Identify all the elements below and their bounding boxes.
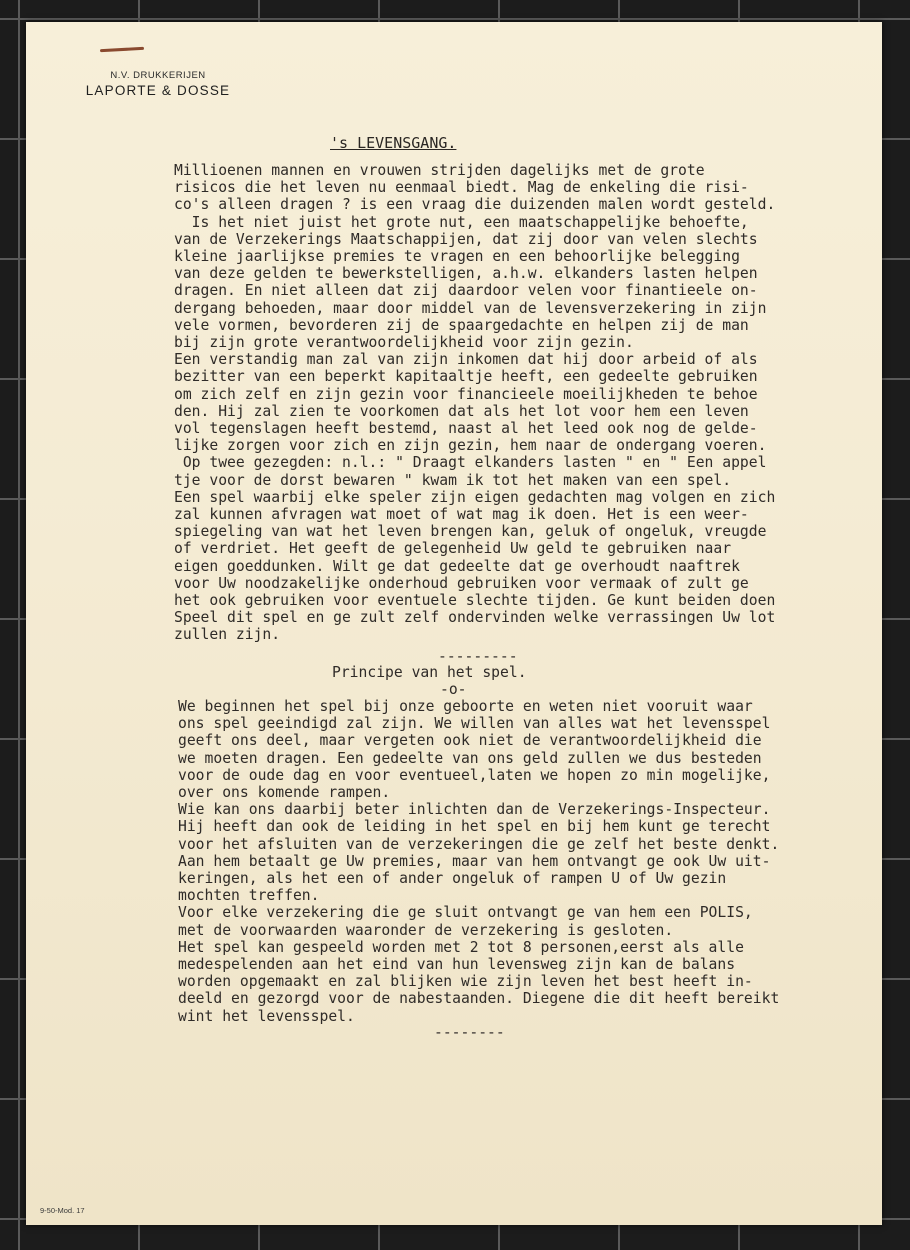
text-line: we moeten dragen. Een gedeelte van ons geld zullen we dus besteden xyxy=(178,749,762,767)
text-line: We beginnen het spel bij onze geboorte en weten niet vooruit waar xyxy=(178,698,753,715)
text-line: voor Uw noodzakelijke onderhoud gebruiken voor vermaak of zult ge xyxy=(174,574,749,592)
text-line: van deze gelden te bewerkstelligen, a.h.w. elkanders lasten helpen xyxy=(174,265,758,283)
closing-separator: -------- xyxy=(434,1024,505,1041)
text-line: lijke zorgen voor zich en zijn gezin, hem naar de ondergang voeren. xyxy=(174,437,767,455)
letterhead-company-name: LAPORTE & DOSSE xyxy=(85,83,231,98)
text-line: zullen zijn. xyxy=(174,626,281,644)
text-line: deeld en gezorgd voor de nabestaanden. Diegene die dit heeft bereikt xyxy=(178,990,780,1008)
text-line: Speel dit spel en ge zult zelf ondervinden welke verrassingen Uw lot xyxy=(174,609,776,627)
text-line: geeft ons deel, maar vergeten ook niet de verantwoordelijkheid die xyxy=(178,732,762,750)
intro-text xyxy=(174,162,775,644)
text-line: van de Verzekerings Maatschappijen, dat zij door van velen slechts xyxy=(174,230,758,248)
text-line: worden opgemaakt en zal blijken wie zijn leven het best heeft in- xyxy=(178,973,753,991)
text-line: Hij heeft dan ook de leiding in het spel en bij hem kunt ge terecht xyxy=(178,818,771,836)
text-line: vele vormen, bevorderen zij de spaargedachte en helpen zij de man xyxy=(174,316,749,334)
separator-line: --------- xyxy=(438,648,518,665)
text-line: eigen goeddunken. Wilt ge dat gedeelte dat ge overhoudt naaftrek xyxy=(174,557,740,575)
text-line: vol tegenslagen heeft bestemd, naast al het leed ook nog de gelde- xyxy=(174,420,758,438)
text-line: co's alleen dragen ? is een vraag die duizenden malen wordt gesteld. xyxy=(174,196,776,214)
letterhead xyxy=(70,70,246,98)
text-line: om zich zelf en zijn gezin voor financieele moeilijkheden te behoe xyxy=(174,385,758,403)
text-line: bij zijn grote verantwoordelijkheid voor zijn gezin. xyxy=(174,334,634,352)
principle-text xyxy=(178,698,779,1025)
text-line: den. Hij zal zien te voorkomen dat als het lot voor hem een leven xyxy=(174,402,749,420)
text-line: Is het niet juist het grote nut, een maatschappelijke behoefte, xyxy=(174,213,749,231)
text-line: over ons komende rampen. xyxy=(178,784,391,802)
text-line: bezitter van een beperkt kapitaaltje heeft, een gedeelte gebruiken xyxy=(174,368,758,386)
text-line: voor het afsluiten van de verzekeringen die ge zelf het beste denkt. xyxy=(178,835,780,853)
form-number: 9-50-Mod. 17 xyxy=(40,1206,85,1215)
text-line: Voor elke verzekering die ge sluit ontvangt ge van hem een POLIS, xyxy=(178,904,753,922)
text-line: Aan hem betaalt ge Uw premies, maar van hem ontvangt ge ook Uw uit- xyxy=(178,852,771,870)
document-title: 's LEVENSGANG. xyxy=(330,134,457,152)
text-line: risicos die het leven nu eenmaal biedt. Mag de enkeling die risi- xyxy=(174,179,749,197)
text-line: Op twee gezegden: n.l.: " Draagt elkanders lasten " en " Een appel xyxy=(174,454,767,472)
text-line: Een verstandig man zal van zijn inkomen dat hij door arbeid of als xyxy=(174,351,758,369)
text-line: tje voor de dorst bewaren " kwam ik tot het maken van een spel. xyxy=(174,471,732,489)
text-line: zal kunnen afvragen wat moet of wat mag ik doen. Het is een weer- xyxy=(174,506,749,524)
text-line: wint het levensspel. xyxy=(178,1007,355,1025)
sub-heading: Principe van het spel. xyxy=(332,664,527,681)
text-line: Het spel kan gespeeld worden met 2 tot 8 personen,eerst als alle xyxy=(178,938,744,956)
text-line: medespelenden aan het eind van hun levensweg zijn kan de balans xyxy=(178,956,736,974)
text-line: dragen. En niet alleen dat zij daardoor velen voor finantieele on- xyxy=(174,282,758,300)
text-line: het ook gebruiken voor eventuele slechte tijden. Ge kunt beiden doen xyxy=(174,592,776,610)
text-line: of verdriet. Het geeft de gelegenheid Uw geld te gebruiken naar xyxy=(174,540,732,558)
text-line: mochten treffen. xyxy=(178,887,320,905)
text-line: kleine jaarlijkse premies te vragen en een behoorlijke belegging xyxy=(174,248,740,266)
text-line: voor de oude dag en voor eventueel,laten we hopen zo min mogelijke, xyxy=(178,766,771,784)
text-line: dergang behoeden, maar door middel van de levensverzekering in zijn xyxy=(174,299,767,317)
text-line: Een spel waarbij elke speler zijn eigen gedachten mag volgen en zich xyxy=(174,488,776,506)
text-line: keringen, als het een of ander ongeluk of rampen U of Uw gezin xyxy=(178,870,727,888)
text-line: spiegeling van wat het leven brengen kan, geluk of ongeluk, vreugde xyxy=(174,523,767,541)
paper-sheet xyxy=(26,22,882,1225)
text-line: Millioenen mannen en vrouwen strijden dagelijks met de grote xyxy=(174,162,705,179)
section-marker: -o- xyxy=(440,681,467,698)
letterhead-company-type: N.V. DRUKKERIJEN xyxy=(110,70,206,81)
text-line: Wie kan ons daarbij beter inlichten dan de Verzekerings-Inspecteur. xyxy=(178,801,771,819)
staple-mark xyxy=(100,47,144,52)
text-line: met de voorwaarden waaronder de verzekering is gesloten. xyxy=(178,921,674,939)
text-line: ons spel geeindigd zal zijn. We willen van alles wat het levensspel xyxy=(178,715,771,733)
